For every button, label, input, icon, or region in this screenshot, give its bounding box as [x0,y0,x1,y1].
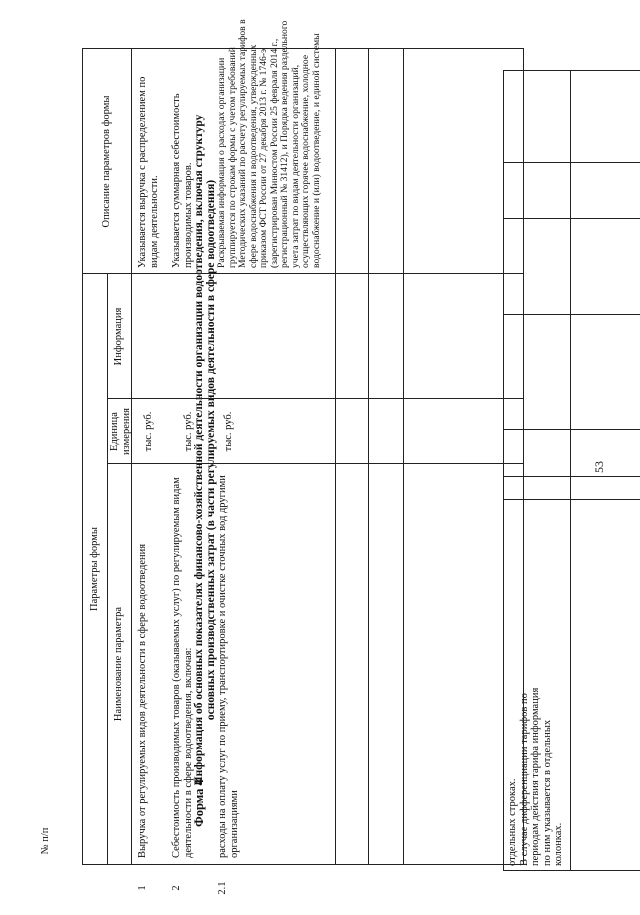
header-name: Наименование параметра [113,606,124,722]
row-1-desc: Указывается выручка с распределением по видам деятельности. [137,76,160,268]
parameters-table [82,19,524,895]
continuation-row [570,70,640,870]
row-3-desc: Раскрываемая информация о расходах организации группируется по строкам формы с учетом требований Методических указаний по расчету регулируемых тарифов в сфере водоснабжения и водоотведения, утвержденных приказом ФСТ России от 27 декабря 2013 г. № 1746-э (зарегистрирован Минюстом России 25 февраля 2014 г., регистрационный № 31412), и Порядка ведения раздельного учета затрат по видам деятельности организаций, осуществляющих горячее водоснабжение, холодное водоснабжение и (или) водоотведение, и единой системы [216,19,322,268]
row-2-unit: тыс. руб. [183,411,194,452]
continuation-note: отдельных строках. В случае дифференциации тарифов по периодам действия тарифа информация по ним указывается в отдельных колонках. [507,687,564,866]
form-label: Форма 4 [192,779,206,827]
row-3-name: расходы на оплату услуг по приему, транспортировке и очистке сточных вод другими организациями [217,475,240,858]
header-desc: Описание параметров формы [101,95,112,228]
row-1-name: Выручка от регулируемых видов деятельности в сфере водоотведения [137,543,148,858]
row-number: 2.1 [217,881,228,895]
header-num: № п/п [40,827,51,855]
row-3-unit: тыс. руб. [223,411,234,452]
row-number: 2 [171,885,182,891]
row-2-desc: Указывается суммарная себестоимость производимых товаров. [171,93,194,268]
page-number: 53 [592,461,606,473]
row-2-name: Себестоимость производимых товаров (оказываемых услуг) по регулируемым видам деятельности в сфере водоотведения, включая: [171,477,194,858]
group-header: Параметры формы [89,527,100,611]
header-info: Информация [113,307,124,366]
header-unit: Единица измерения [109,408,132,455]
document-title: Информация об основных показателях финансово-хозяйственной деятельности организации водоотведения, включая структуру основных производственных затрат (в части регулируемых видов деятельности в сфере водоотведения) [193,114,217,786]
row-1-unit: тыс. руб. [143,411,154,452]
row-number: 1 [137,885,148,891]
